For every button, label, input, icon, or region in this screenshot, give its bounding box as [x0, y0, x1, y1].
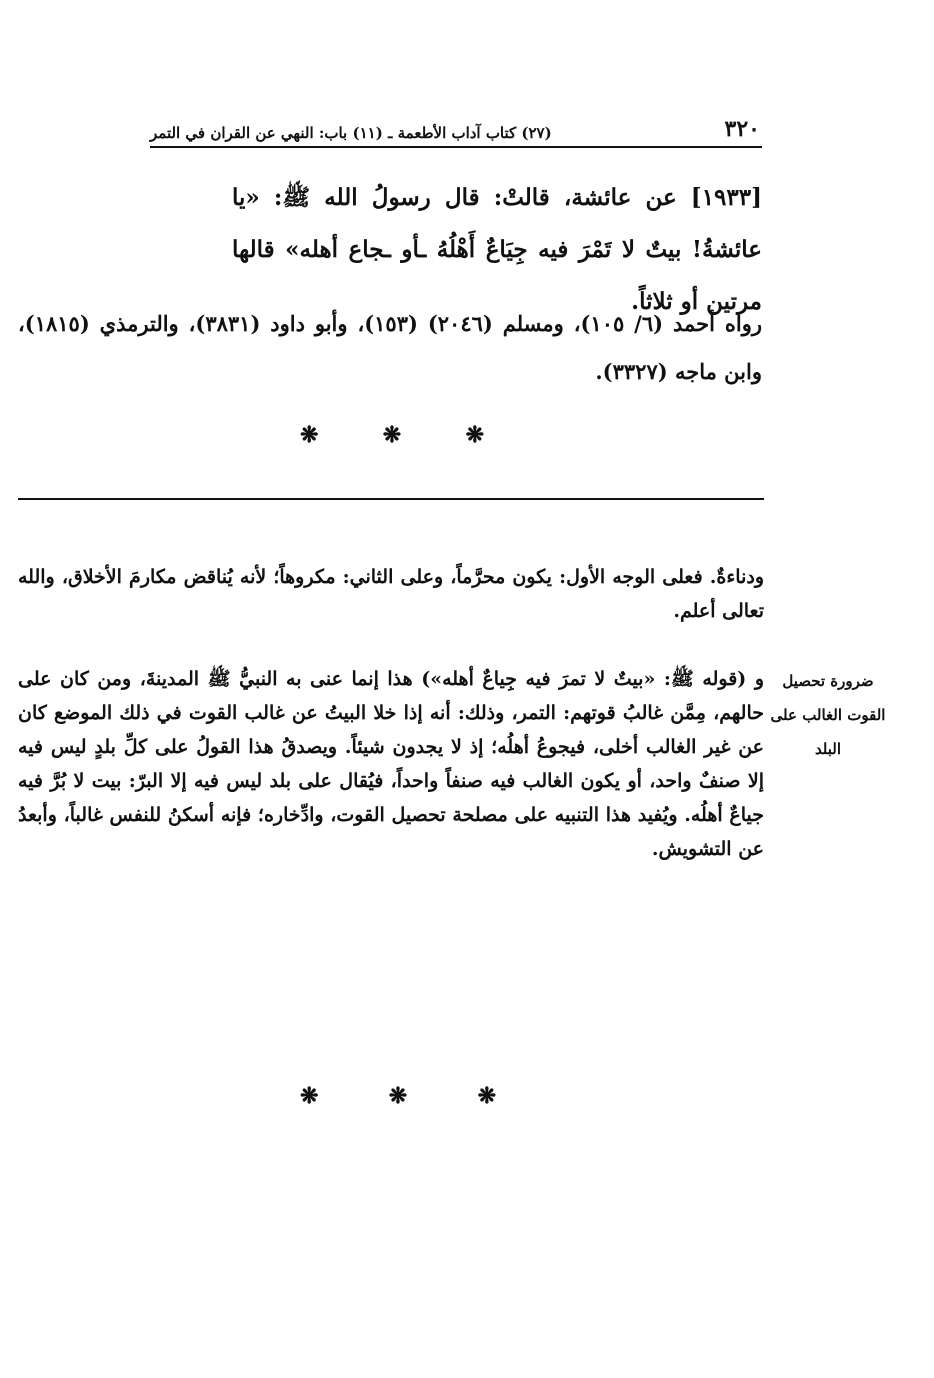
- hadith-takhrij: رواه أحمد (٦/ ١٠٥)، ومسلم (٢٠٤٦) (١٥٣)، وأبو داود (٣٨٣١)، والترمذي (١٨١٥)، وابن ماجه (٣٣٢٧).: [18, 311, 762, 384]
- margin-note: ضرورة تحصيل القوت الغالب على البلد: [770, 672, 886, 758]
- star-ornament: ❋: [300, 422, 319, 448]
- star-ornament: ❋: [382, 422, 402, 448]
- separator-stars-bottom: [300, 1083, 496, 1109]
- separator-stars-top: [300, 422, 484, 448]
- section-divider: [18, 498, 764, 500]
- running-header: [150, 112, 760, 142]
- star-ornament: ❋: [300, 1083, 319, 1109]
- commentary-paragraph-2: و (قوله ﷺ: «بيتٌ لا تمرَ فيه جِياعٌ أهله») هذا إنما عنى به النبيُّ ﷺ المدينةَ، ومن كان على حالهم، مِمَّن غالبُ قوتهم: التمر، وذلك: أنه إذا خلا البيتُ عن غالب القوت في ذلك الموضع كان عن غير الغالب أخلى، فيجوعُ أهلُه؛ إذ لا يجدون شيئاً. ويصدقُ هذا القولُ على كلِّ بلدٍ ليس فيه إلا صنفٌ واحد، أو يكون الغالب فيه صنفاً واحداً، فيُقال على بلد ليس فيه إلا البرّ: بيت لا بُرَّ فيه جياعٌ أهلُه. ويُفيد هذا التنبيه على مصلحة تحصيل القوت، وادِّخاره؛ فإنه أسكنُ للنفس غالباً، وأبعدُ عن التشويش.: [18, 668, 764, 860]
- star-ornament: ❋: [388, 1083, 408, 1109]
- hadith-text: [١٩٣٣] عن عائشة، قالتْ: قال رسولُ الله ﷺ: «يا عائشةُ! بيتٌ لا تَمْرَ فيه جِيَاعٌ أَهْلُهُ ـأو ـجاع أهله» قالها مرتين أو ثلاثاً.: [232, 184, 762, 315]
- page-number: ٣٢٠: [724, 116, 760, 142]
- header-rule: [150, 146, 762, 148]
- star-ornament: ❋: [477, 1083, 496, 1109]
- star-ornament: ❋: [465, 422, 484, 448]
- chapter-title: (٢٧) كتاب آداب الأطعمة ـ (١١) باب: النهي عن القران في التمر: [150, 124, 552, 142]
- commentary-paragraph-1: ودناءةٌ. فعلى الوجه الأول: يكون محرَّماً، وعلى الثاني: مكروهاً؛ لأنه يُناقض مكارمَ الأخلاق، والله تعالى أعلم.: [18, 566, 764, 622]
